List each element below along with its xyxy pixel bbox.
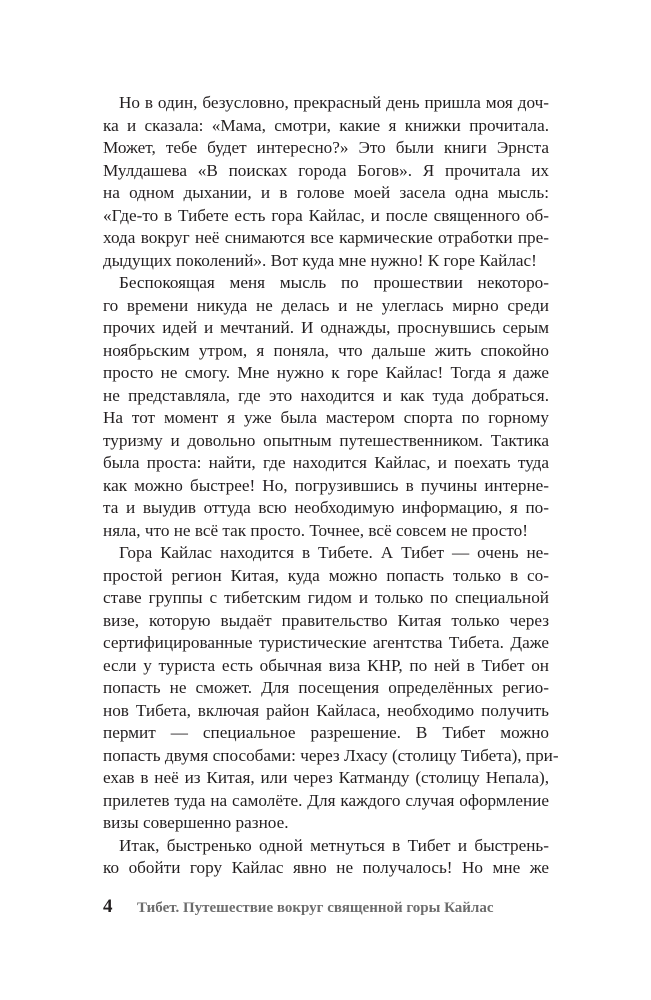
text-line: сертифицированные туристические агентства Тибета. Даже xyxy=(103,633,549,652)
text-line: прочих идей и мечтаний. И однажды, проснувшись серым xyxy=(103,318,549,337)
paragraph xyxy=(103,92,549,272)
text-line: Но в один, безусловно, прекрасный день пришла моя доч- xyxy=(119,93,549,112)
text-line: Беспокоящая меня мысль по прошествии некоторо- xyxy=(119,273,549,292)
text-line: визе, которую выдаёт правительство Китая только через xyxy=(103,610,549,630)
running-title: Тибет. Путешествие вокруг священной горы Кайлас xyxy=(137,900,494,916)
text-line: ноябрьским утром, я поняла, что дальше жить спокойно xyxy=(103,340,549,360)
text-line: как можно быстрее! Но, погрузившись в пучины интерне- xyxy=(103,475,549,495)
text-line: Гора Кайлас находится в Тибете. А Тибет — очень не- xyxy=(119,543,549,562)
text-line: го времени никуда не делась и не улеглась мирно среди xyxy=(103,295,549,315)
page-footer xyxy=(103,896,494,918)
text-line: просто не смогу. Мне нужно к горе Кайлас! Тогда я даже xyxy=(103,363,549,382)
text-line: Мулдашева «В поисках города Богов». Я прочитала их xyxy=(103,160,549,180)
text-line: была проста: найти, где находится Кайлас, и поехать туда xyxy=(103,453,549,472)
text-line: визы совершенно разное. xyxy=(103,813,289,832)
paragraph xyxy=(103,542,559,835)
text-line: дыдущих поколений». Вот куда мне нужно! К горе Кайлас! xyxy=(103,250,537,270)
text-line: Итак, быстренько одной метнуться в Тибет и быстрень- xyxy=(119,835,549,855)
text-line: На тот момент я уже была мастером спорта по горному xyxy=(103,408,549,427)
text-line: няла, что не всё так просто. Точнее, всё совсем не просто! xyxy=(103,520,528,540)
paragraph xyxy=(103,835,549,880)
text-line: на одном дыхании, и в голове моей засела одна мысль: xyxy=(103,183,549,202)
text-line: попасть двумя способами: через Лхасу (столицу Тибета), при- xyxy=(103,745,559,765)
text-line: простой регион Китая, куда можно попасть только в со- xyxy=(103,565,549,585)
text-line: пермит — специальное разрешение. В Тибет можно xyxy=(103,723,549,742)
text-line: «Где-то в Тибете есть гора Кайлас, и после священного об- xyxy=(103,205,549,225)
page-number: 4 xyxy=(103,896,113,917)
text-line: если у туриста есть обычная виза КНР, по ней в Тибет он xyxy=(103,655,549,675)
text-line: нов Тибета, включая район Кайласа, необходимо получить xyxy=(103,700,549,720)
text-line: ко обойти гору Кайлас явно не получалось! Но мне же xyxy=(103,858,549,877)
text-line: прилетев туда на самолёте. Для каждого случая оформление xyxy=(103,790,549,810)
text-line: Может, тебе будет интересно?» Это были книги Эрнста xyxy=(103,138,549,157)
body-text xyxy=(103,92,559,880)
text-line: та и выудив оттуда всю необходимую информацию, я по- xyxy=(103,498,549,517)
text-line: попасть не сможет. Для посещения определённых регио- xyxy=(103,678,549,697)
text-line: ставе группы с тибетским гидом и только по специальной xyxy=(103,588,549,607)
text-line: ехав в неё из Китая, или через Катманду (столицу Непала), xyxy=(103,768,549,787)
text-line: ка и сказала: «Мама, смотри, какие я книжки прочитала. xyxy=(103,115,549,135)
paragraph xyxy=(103,272,549,542)
text-line: туризму и довольно опытным путешественником. Тактика xyxy=(103,430,549,450)
text-line: не представляла, где это находится и как туда добраться. xyxy=(103,385,549,405)
text-line: хода вокруг неё снимаются все кармические отработки пре- xyxy=(103,228,549,247)
